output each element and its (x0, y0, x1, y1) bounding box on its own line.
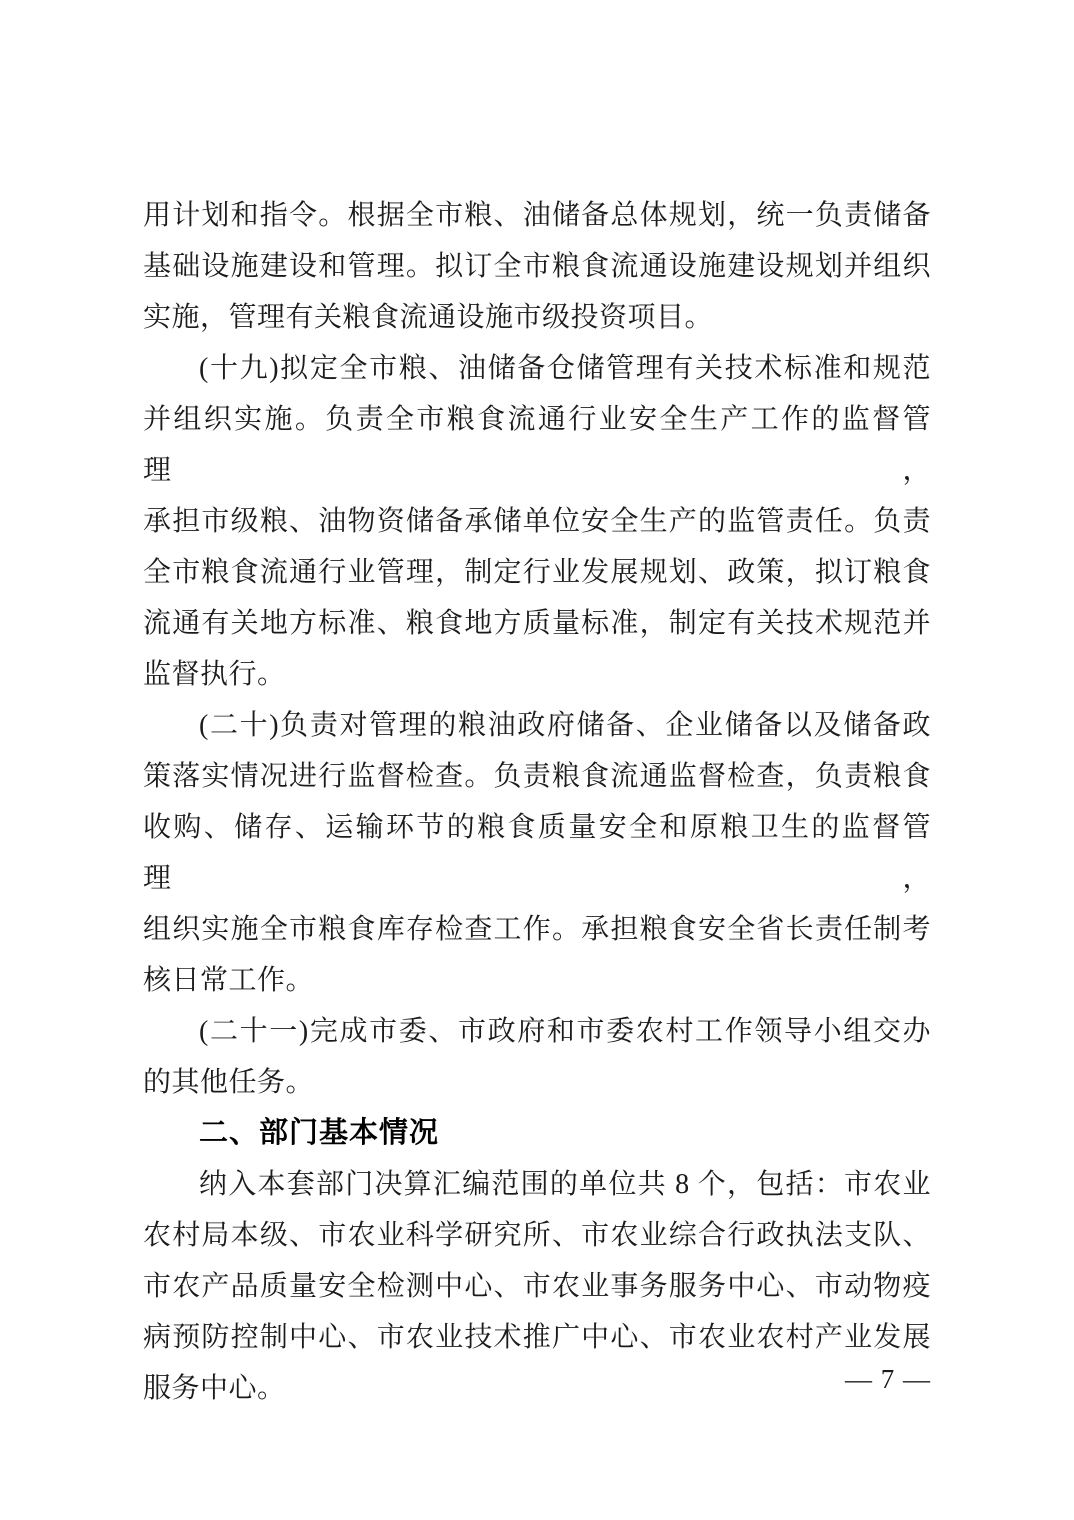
page-number: — 7 — (845, 1364, 931, 1394)
text-line: (二十一)完成市委、市政府和市委农村工作领导小组交办 (199, 1016, 931, 1047)
text-line: 承担市级粮、油物资储备承储单位安全生产的监管责任。负责 (143, 506, 931, 537)
document-body (143, 190, 931, 1414)
text-line: 市农产品质量安全检测中心、市农业事务服务中心、市动物疫 (143, 1271, 931, 1302)
section-heading: 二、部门基本情况 (199, 1117, 440, 1149)
text-line: 组织实施全市粮食库存检查工作。承担粮食安全省长责任制考 (143, 914, 931, 945)
text-line: 全市粮食流通行业管理，制定行业发展规划、政策，拟订粮食 (143, 557, 931, 588)
text-line: 并组织实施。负责全市粮食流通行业安全生产工作的监督管理， (143, 404, 931, 486)
text-line: 收购、储存、运输环节的粮食质量安全和原粮卫生的监督管理， (143, 812, 931, 894)
text-line: (十九)拟定全市粮、油储备仓储管理有关技术标准和规范 (199, 353, 931, 384)
text-line: 用计划和指令。根据全市粮、油储备总体规划，统一负责储备 (143, 200, 931, 231)
text-line: 核日常工作。 (143, 965, 315, 996)
text-line: 服务中心。 (143, 1373, 286, 1404)
text-line: 实施，管理有关粮食流通设施市级投资项目。 (143, 302, 714, 333)
page-footer (143, 1360, 931, 1398)
text-line: 监督执行。 (143, 659, 286, 690)
text-line: (二十)负责对管理的粮油政府储备、企业储备以及储备政 (199, 710, 931, 741)
text-line: 农村局本级、市农业科学研究所、市农业综合行政执法支队、 (143, 1220, 931, 1251)
text-line: 基础设施建设和管理。拟订全市粮食流通设施建设规划并组织 (143, 251, 931, 282)
text-line: 策落实情况进行监督检查。负责粮食流通监督检查，负责粮食 (143, 761, 931, 792)
text-line: 纳入本套部门决算汇编范围的单位共 8 个，包括：市农业 (199, 1169, 931, 1200)
text-line: 流通有关地方标准、粮食地方质量标准，制定有关技术规范并 (143, 608, 931, 639)
text-line: 病预防控制中心、市农业技术推广中心、市农业农村产业发展 (143, 1322, 931, 1353)
text-line: 的其他任务。 (143, 1067, 315, 1098)
